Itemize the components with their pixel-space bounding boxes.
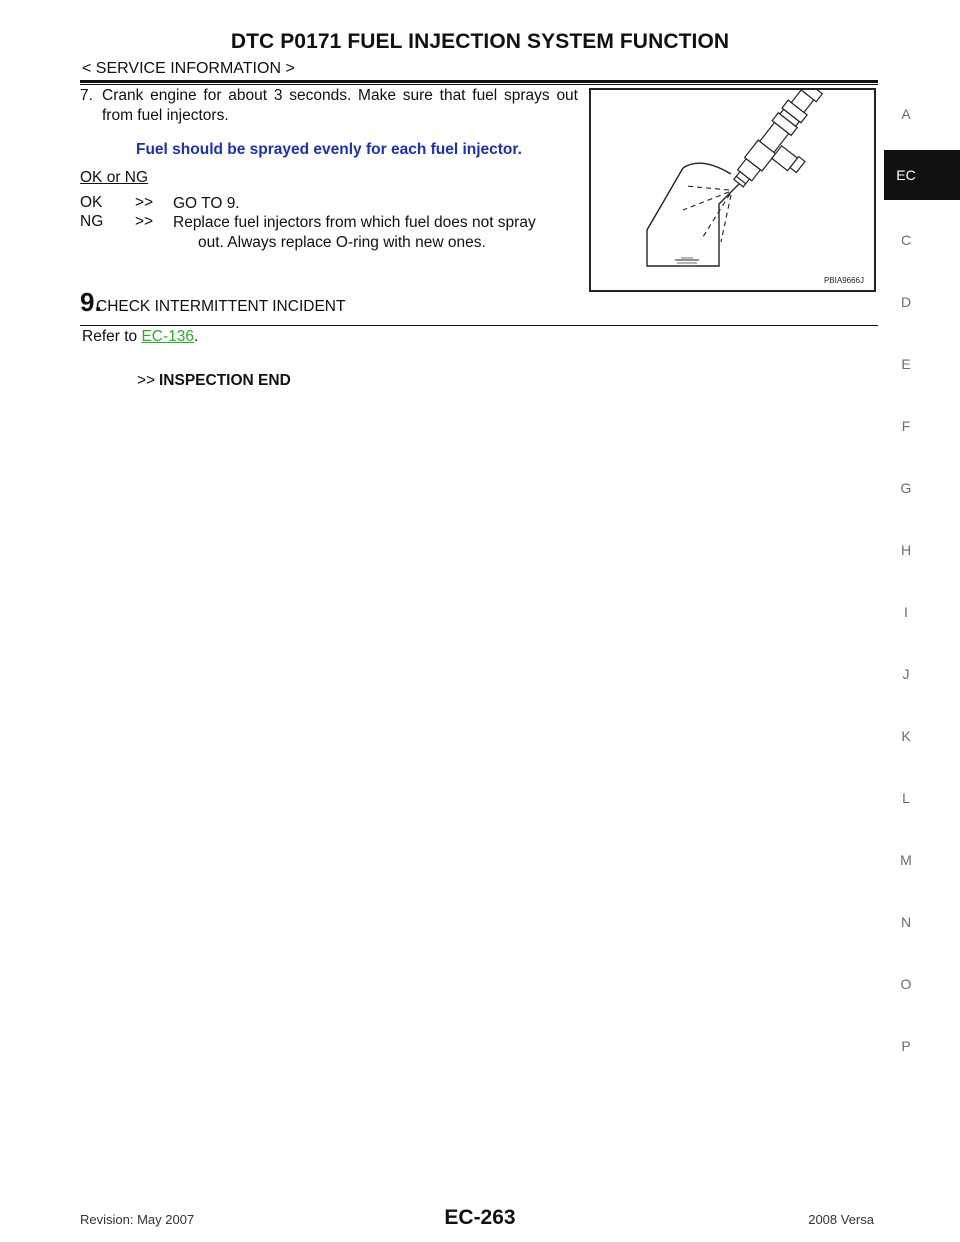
section-tab-d[interactable]: D: [900, 294, 912, 310]
ng-result-line-2: out. Always replace O-ring with new ones.: [198, 234, 486, 251]
injector-figure: [589, 88, 876, 292]
step-9-rule: [80, 325, 878, 326]
injector-body: [729, 90, 844, 207]
section-tab-a[interactable]: A: [901, 106, 911, 122]
section-tab-o[interactable]: O: [900, 976, 912, 992]
header-rule-thin: [80, 84, 878, 85]
ok-arrow: >>: [135, 194, 154, 211]
spray-lines: [683, 186, 731, 242]
step-7-text: Crank engine for about 3 seconds. Make sure that fuel sprays out from fuel injectors.: [102, 87, 578, 124]
section-tab-l[interactable]: L: [902, 790, 910, 806]
section-tab-j[interactable]: J: [902, 666, 910, 682]
ng-result: [173, 213, 579, 253]
section-tab-m[interactable]: M: [900, 852, 912, 868]
inspection-end: INSPECTION END: [159, 372, 291, 389]
refer-suffix: .: [194, 328, 199, 345]
section-tab-c[interactable]: C: [900, 232, 912, 248]
ok-ng-heading: OK or NG: [80, 169, 149, 186]
section-tab-k[interactable]: K: [901, 728, 911, 744]
beaker-outline: [647, 168, 743, 266]
section-tab-i[interactable]: I: [904, 604, 908, 620]
reference-line: [82, 328, 198, 346]
ng-label: NG: [80, 213, 104, 230]
section-tab-h[interactable]: H: [900, 542, 912, 558]
ok-label: OK: [80, 194, 103, 211]
section-tab-e[interactable]: E: [901, 356, 911, 372]
revision-date: Revision: May 2007: [80, 1212, 195, 1227]
ok-result: GO TO 9.: [173, 195, 240, 212]
section-tab-p[interactable]: P: [901, 1038, 911, 1054]
ng-result-line-1: Replace fuel injectors from which fuel does not spray: [173, 214, 536, 231]
section-tab-f[interactable]: F: [901, 418, 911, 434]
step-9-title: CHECK INTERMITTENT INCIDENT: [96, 298, 346, 315]
header-rule: [80, 80, 878, 83]
model-name: 2008 Versa: [808, 1212, 874, 1227]
refer-prefix: Refer to: [82, 328, 142, 345]
section-index: [884, 0, 960, 1242]
section-tab-g[interactable]: G: [900, 480, 912, 496]
fuel-hatching: [677, 258, 697, 266]
page-title: DTC P0171 FUEL INJECTION SYSTEM FUNCTION: [230, 30, 730, 53]
fuel-injector-illustration: [591, 90, 874, 290]
spray-note: Fuel should be sprayed evenly for each fuel injector.: [136, 141, 522, 158]
step-9-number: 9.: [80, 287, 102, 317]
reference-link[interactable]: EC-136: [141, 328, 195, 345]
step-7-number: 7.: [80, 87, 93, 104]
beaker-rim: [683, 163, 731, 174]
ng-arrow: >>: [135, 213, 154, 230]
section-label: < SERVICE INFORMATION >: [82, 60, 295, 77]
page-number: EC-263: [444, 1206, 516, 1229]
section-tab-n[interactable]: N: [900, 914, 912, 930]
figure-code: PBIA9666J: [823, 276, 864, 285]
end-arrow: >>: [137, 372, 156, 389]
section-tab-ec[interactable]: EC: [884, 150, 960, 200]
